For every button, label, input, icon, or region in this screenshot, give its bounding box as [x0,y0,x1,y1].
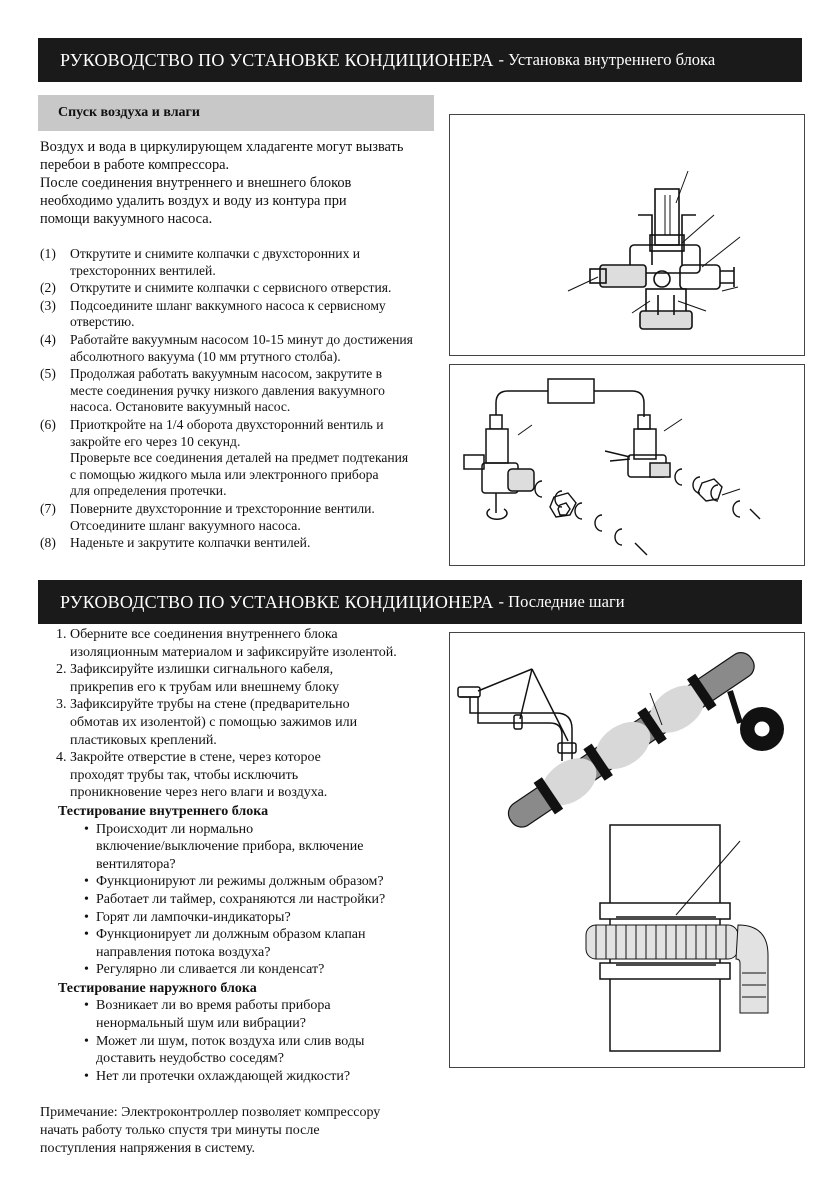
indoor-test-item: • Регулярно ли сливается ли конденсат? [84,962,325,978]
final-step-item: 4. Закройте отверстие в стене, через которое проходят трубы так, чтобы исключить проникновение через него влаги и воздуха. [56,750,328,801]
step-item: (6) Приоткройте на 1/4 оборота двухсторонний вентиль и закройте его через 10 секунд. Проверьте все соединения деталей на предмет подтекания с помощью жидкого мыла или электронного прибора для определения протечки. [40,416,409,499]
air-steps-list [40,246,450,553]
step-item: (8) Наденьте и закрутите колпачки вентилей. [40,535,311,551]
valve-diagram [449,114,805,356]
intro-line: помощи вакуумного насоса. [40,211,213,227]
banner-title: РУКОВОДСТВО ПО УСТАНОВКЕ КОНДИЦИОНЕРА [60,49,494,70]
pipe-illustration [450,633,804,1067]
indoor-test-item: • Горят ли лампочки-индикаторы? [84,909,291,925]
step-item: (7) Поверните двухсторонние и трехсторонние вентили. Отсоедините шланг вакуумного насоса. [40,500,375,533]
air-intro [40,138,403,228]
step-item: (1) Открутите и снимите колпачки с двухсторонних и трехсторонних вентилей. [40,246,361,278]
banner-subtitle: - Установка внутреннего блока [498,50,716,69]
vacuum-pump-diagram [449,364,805,566]
indoor-test-item: • Происходит ли нормально включение/выключение прибора, включение вентилятора? [84,821,364,872]
intro-line: Воздух и вода в циркулирующем хладагенте могут вызвать [40,139,404,155]
bottom-banner [38,580,802,624]
indoor-test-heading: Тестирование внутреннего блока [58,803,269,819]
step-item: (2) Открутите и снимите колпачки с сервисного отверстия. [40,280,392,296]
indoor-test-item: • Функционируют ли режимы должным образом? [84,874,384,890]
step-item: (4) Работайте вакуумным насосом 10-15 минут до достижения абсолютного вакуума (10 мм ртутного столба). [40,331,413,364]
pump-illustration [450,365,804,565]
top-banner [38,38,802,82]
final-step-item: 2. Зафиксируйте излишки сигнального кабеля, прикрепив его к трубам или внешнему блоку [56,662,340,695]
banner-title: РУКОВОДСТВО ПО УСТАНОВКЕ КОНДИЦИОНЕРА [60,591,494,612]
valve-illustration [450,115,804,355]
outdoor-test-heading: Тестирование наружного блока [58,980,257,996]
intro-line: перебои в работе компрессора. [40,157,230,173]
air-section-heading: Спуск воздуха и влаги [38,95,434,131]
indoor-test-item: • Функционирует ли должным образом клапан направления потока воздуха? [84,927,366,960]
step-item: (5) Продолжая работать вакуумным насосом, закрутите в месте соединения ручку низкого давления вакуумного насоса. Остановите вакуумный насос. [40,366,385,415]
step-item: (3) Подсоедините шланг ваккумного насоса к сервисному отверстию. [40,297,386,330]
outdoor-test-item: • Нет ли протечки охлаждающей жидкости? [84,1068,351,1084]
final-steps [56,626,456,1085]
intro-line: необходимо удалить воздух и воду из контура при [40,193,347,209]
final-step-item: 1. Оберните все соединения внутреннего блока изоляционным материалом и зафиксируйте изолентой. [56,627,397,660]
intro-line: После соединения внутреннего и внешнего блоков [40,175,352,191]
outdoor-test-item: • Может ли шум, поток воздуха или слив воды доставить неудобство соседям? [84,1033,365,1067]
pipe-wrapping-diagram [449,632,805,1068]
note-paragraph: Примечание: Электроконтроллер позволяет компрессору начать работу только спустя три минуты после поступления напряжения в систему. [40,1105,381,1156]
final-step-item: 3. Зафиксируйте трубы на стене (предварительно обмотав их изолентой) с помощью зажимов или пластиковых креплений. [56,697,358,748]
indoor-test-item: • Работает ли таймер, сохраняются ли настройки? [84,891,386,907]
banner-subtitle: - Последние шаги [498,592,625,611]
outdoor-test-item: • Возникает ли во время работы прибора ненормальный шум или вибрации? [84,998,331,1032]
